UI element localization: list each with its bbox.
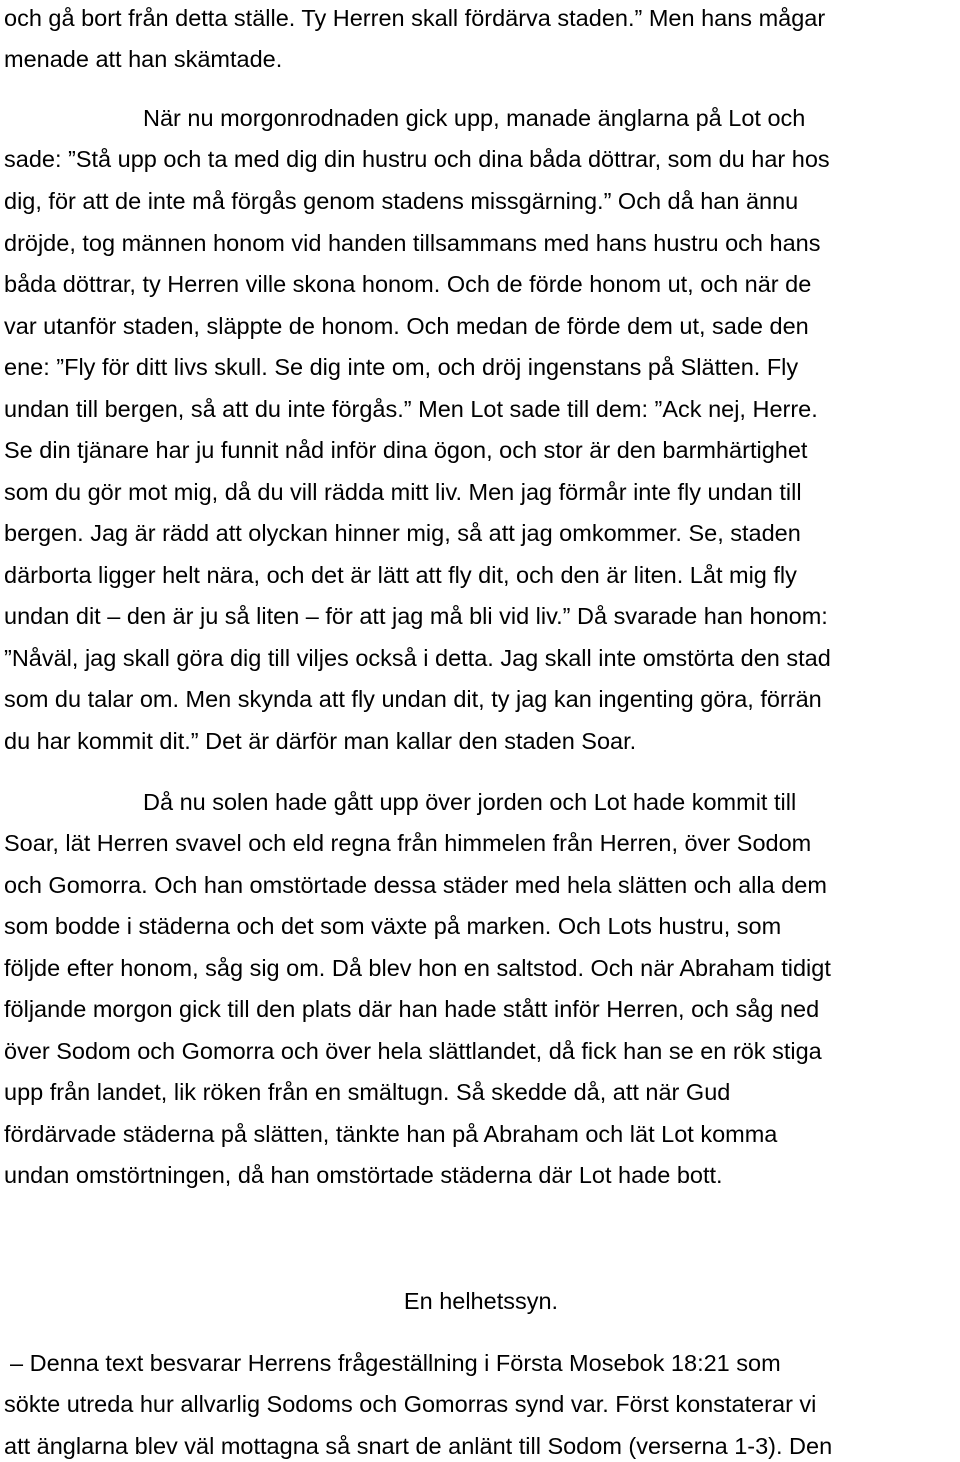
text-line: över Sodom och Gomorra och över hela slättlandet, då fick han se en rök stiga (4, 1038, 822, 1064)
text-line: var utanför staden, släppte de honom. Och medan de förde dem ut, sade den (4, 313, 809, 339)
text-line: bergen. Jag är rädd att olyckan hinner mig, så att jag omkommer. Se, staden (4, 520, 801, 546)
text-line: dröjde, tog männen honom vid handen tillsammans med hans hustru och hans (4, 230, 821, 256)
text-line: båda döttrar, ty Herren ville skona honom. Och de förde honom ut, och när de (4, 271, 812, 297)
text-line: du har kommit dit.” Det är därför man kallar den staden Soar. (4, 728, 637, 754)
text-line: som du gör mot mig, då du vill rädda mitt liv. Men jag förmår inte fly undan till (4, 479, 802, 505)
text-line: undan dit – den är ju så liten – för att jag må bli vid liv.” Då svarade han honom: (4, 603, 828, 629)
paragraph-first-line: Då nu solen hade gått upp över jorden och Lot hade kommit till (143, 789, 797, 815)
text-line: följande morgon gick till den plats där han hade stått inför Herren, och såg ned (4, 996, 820, 1022)
text-line: Soar, lät Herren svavel och eld regna från himmelen från Herren, över Sodom (4, 830, 812, 856)
text-line: dig, för att de inte må förgås genom stadens missgärning.” Och då han ännu (4, 188, 799, 214)
text-line: undan till bergen, så att du inte förgås.” Men Lot sade till dem: ”Ack nej, Herre. (4, 396, 818, 422)
text-line: ”Nåväl, jag skall göra dig till viljes också i detta. Jag skall inte omstörta den stad (4, 645, 831, 671)
text-line: – Denna text besvarar Herrens frågeställning i Första Mosebok 18:21 som (10, 1350, 781, 1376)
text-line: och gå bort från detta ställe. Ty Herren skall fördärva staden.” Men hans mågar (4, 5, 826, 31)
section-heading: En helhetssyn. (403, 1288, 559, 1314)
text-line: och Gomorra. Och han omstörtade dessa städer med hela slätten och alla dem (4, 872, 827, 898)
text-line: som bodde i städerna och det som växte på marken. Och Lots hustru, som (4, 913, 782, 939)
text-line: följde efter honom, såg sig om. Då blev hon en saltstod. Och när Abraham tidigt (4, 955, 831, 981)
text-line: Se din tjänare har ju funnit nåd inför dina ögon, och stor är den barmhärtighet (4, 437, 808, 463)
text-line: ene: ”Fly för ditt livs skull. Se dig inte om, och dröj ingenstans på Slätten. Fly (4, 354, 799, 380)
text-line: att änglarna blev väl mottagna så snart de anlänt till Sodom (verserna 1-3). Den (4, 1433, 833, 1459)
text-line: sökte utreda hur allvarlig Sodoms och Gomorras synd var. Först konstaterar vi (4, 1391, 817, 1417)
text-line: fördärvade städerna på slätten, tänkte han på Abraham och lät Lot komma (4, 1121, 778, 1147)
text-line: upp från landet, lik röken från en smältugn. Så skedde då, att när Gud (4, 1079, 731, 1105)
text-line: som du talar om. Men skynda att fly undan dit, ty jag kan ingenting göra, förrän (4, 686, 822, 712)
text-line: sade: ”Stå upp och ta med dig din hustru och dina båda döttrar, som du har hos (4, 146, 830, 172)
text-line: undan omstörtningen, då han omstörtade städerna där Lot hade bott. (4, 1162, 723, 1188)
text-line: menade att han skämtade. (4, 46, 283, 72)
text-line: därborta ligger helt nära, och det är lätt att fly dit, och den är liten. Låt mig fly (4, 562, 797, 588)
paragraph-first-line: När nu morgonrodnaden gick upp, manade änglarna på Lot och (143, 105, 806, 131)
